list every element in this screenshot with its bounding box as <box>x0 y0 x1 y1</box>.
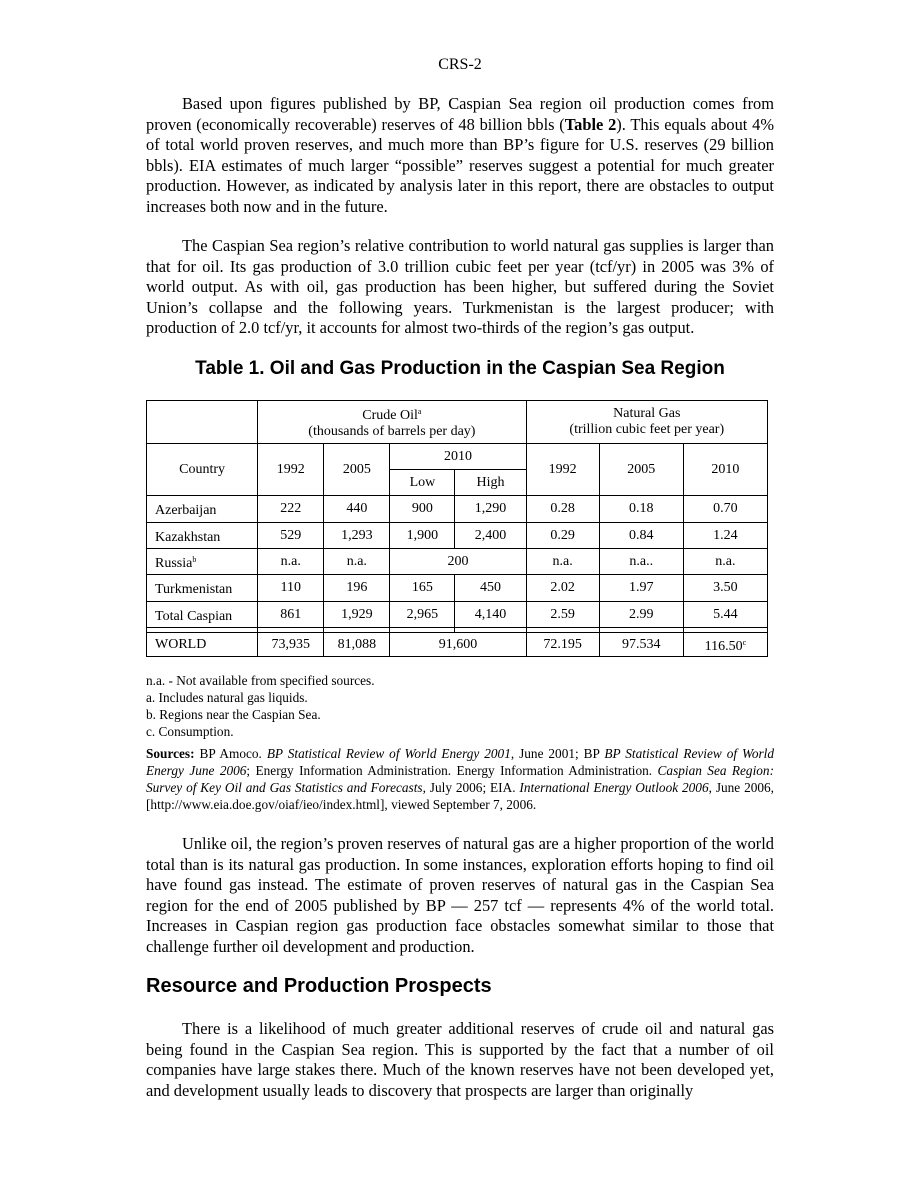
oil-2010-high-cell: 450 <box>455 575 526 602</box>
gas-2010-header: 2010 <box>683 444 767 496</box>
section-heading: Resource and Production Prospects <box>146 975 492 997</box>
table-sources: Sources: BP Amoco. BP Statistical Review of World Energy 2001, June 2001; BP BP Statistical Review of World Energy June 2006; Energy Information Administration. Energy Information Administration. Caspian Sea Region: Survey of Key Oil and Gas Statistics and Forecasts, July 2006; EIA. International Energy Outlook 2006, June 2006, [http://www.eia.doe.gov/oiaf/ieo/index.html], viewed September 7, 2006. <box>146 746 775 812</box>
gas-2005-cell: n.a.. <box>599 549 683 575</box>
paragraph-text: Based upon figures published by BP, Caspian Sea region oil production comes from proven (economically recoverable) reserves of 48 billion bbls ( <box>146 94 774 134</box>
paragraph-gas-reserves: Unlike oil, the region’s proven reserves of natural gas are a higher proportion of the world total than is its natural gas production. In some instances, exploration efforts hoping to find oil have found gas instead. The estimate of proven reserves of natural gas in the Caspian Sea region for the end of 2005 published by BP — 257 tcf — represents 4% of the world total. Increases in Caspian region gas production face obstacles somewhat similar to those that challenge further oil development and production. <box>146 834 774 956</box>
gas-2010-cell: 0.70 <box>683 496 767 523</box>
oil-2010-low-header: Low <box>390 470 455 496</box>
note-line: n.a. - Not available from specified sources. <box>146 673 375 688</box>
oil-1992-cell: n.a. <box>258 549 324 575</box>
oil-2005-cell: 196 <box>324 575 390 602</box>
oil-2005-cell: 440 <box>324 496 390 523</box>
oil-1992-cell: 73,935 <box>258 633 324 657</box>
country-cell: WORLD <box>147 633 258 657</box>
crude-oil-header: Crude Oil$^a$ (thousands of barrels per day) <box>258 401 526 444</box>
gas-1992-cell: 0.29 <box>526 523 599 549</box>
country-column-header: Country <box>147 444 258 496</box>
oil-2005-cell: 1,293 <box>324 523 390 549</box>
table-row <box>147 549 768 575</box>
country-cell: Turkmenistan <box>147 575 258 602</box>
country-cell: Russia$^b$ <box>147 549 258 575</box>
natural-gas-header: Natural Gas (trillion cubic feet per year) <box>526 401 767 444</box>
gas-1992-header: 1992 <box>526 444 599 496</box>
table-reference: Table 2 <box>564 114 617 134</box>
table-year-row <box>147 444 768 470</box>
gas-2005-cell: 1.97 <box>599 575 683 602</box>
oil-1992-header: 1992 <box>258 444 324 496</box>
oil-2010-merged-cell: 91,600 <box>390 633 526 657</box>
table-row <box>147 523 768 549</box>
page-header: CRS-2 <box>438 56 482 73</box>
gas-2010-cell: n.a. <box>683 549 767 575</box>
oil-2005-cell: 81,088 <box>324 633 390 657</box>
oil-2010-high-cell: 1,290 <box>455 496 526 523</box>
gas-1992-cell: 2.59 <box>526 602 599 628</box>
oil-1992-cell: 861 <box>258 602 324 628</box>
oil-2010-high-header: High <box>455 470 526 496</box>
gas-2005-cell: 0.18 <box>599 496 683 523</box>
gas-2005-cell: 97.534 <box>599 633 683 657</box>
gas-1992-cell: 2.02 <box>526 575 599 602</box>
oil-2010-high-cell: 2,400 <box>455 523 526 549</box>
note-line: c. Consumption. <box>146 724 234 739</box>
oil-2010-merged-cell: 200 <box>390 549 526 575</box>
table-header-row <box>147 401 768 444</box>
paragraph-gas-supplies: The Caspian Sea region’s relative contribution to world natural gas supplies is larger than that for oil. Its gas production of 3.0 trillion cubic feet per year (tcf/yr) in 2005 was 3% of world output. As with oil, gas production has been higher, but suffered during the Soviet Union’s collapse and the following years. Turkmenistan is the largest producer; with production of 2.0 tcf/yr, it accounts for almost two-thirds of the region’s gas output. <box>146 236 774 337</box>
gas-2005-cell: 2.99 <box>599 602 683 628</box>
note-line: a. Includes natural gas liquids. <box>146 690 308 705</box>
oil-2010-low-cell: 1,900 <box>390 523 455 549</box>
gas-2005-header: 2005 <box>599 444 683 496</box>
table-row <box>147 575 768 602</box>
gas-2010-cell: 5.44 <box>683 602 767 628</box>
production-table <box>146 400 768 657</box>
oil-1992-cell: 110 <box>258 575 324 602</box>
country-cell: Total Caspian <box>147 602 258 628</box>
paragraph-oil-reserves <box>146 94 774 217</box>
gas-2010-cell: 1.24 <box>683 523 767 549</box>
gas-2005-cell: 0.84 <box>599 523 683 549</box>
oil-2005-cell: n.a. <box>324 549 390 575</box>
oil-2005-cell: 1,929 <box>324 602 390 628</box>
oil-1992-cell: 222 <box>258 496 324 523</box>
paragraph-prospects: There is a likelihood of much greater additional reserves of crude oil and natural gas being found in the Caspian Sea region. This is supported by the fact that a number of oil companies have large stakes there. Much of the known reserves have not been developed yet, and development usually leads to discovery that prospects are larger than originally <box>146 1019 774 1100</box>
oil-2010-low-cell: 900 <box>390 496 455 523</box>
gas-1992-cell: n.a. <box>526 549 599 575</box>
note-line: b. Regions near the Caspian Sea. <box>146 707 321 722</box>
country-cell: Azerbaijan <box>147 496 258 523</box>
table-title: Table 1. Oil and Gas Production in the Caspian Sea Region <box>195 358 725 379</box>
oil-2010-low-cell: 165 <box>390 575 455 602</box>
paragraph-text: ). This equals about 4% of total world proven reserves, and much more than BP’s figure for U.S. reserves (29 billion bbls). EIA estimates of much larger “possible” reserves suggest a potential for much greater production. However, as indicated by analysis later in this report, there are obstacles to output increases both now and in the future. <box>146 114 774 216</box>
sources-label: Sources: <box>146 746 195 761</box>
oil-2010-low-cell: 2,965 <box>390 602 455 628</box>
gas-1992-cell: 0.28 <box>526 496 599 523</box>
table-row <box>147 496 768 523</box>
header-blank-cell <box>147 401 258 444</box>
oil-1992-cell: 529 <box>258 523 324 549</box>
table-row <box>147 602 768 628</box>
country-cell: Kazakhstan <box>147 523 258 549</box>
oil-2010-header: 2010 <box>390 444 526 470</box>
gas-2010-cell: 3.50 <box>683 575 767 602</box>
oil-2010-high-cell: 4,140 <box>455 602 526 628</box>
gas-2010-cell: 116.50$^c$ <box>683 633 767 657</box>
gas-1992-cell: 72.195 <box>526 633 599 657</box>
table-notes <box>146 672 774 740</box>
oil-2005-header: 2005 <box>324 444 390 496</box>
table-world-row <box>147 633 768 657</box>
